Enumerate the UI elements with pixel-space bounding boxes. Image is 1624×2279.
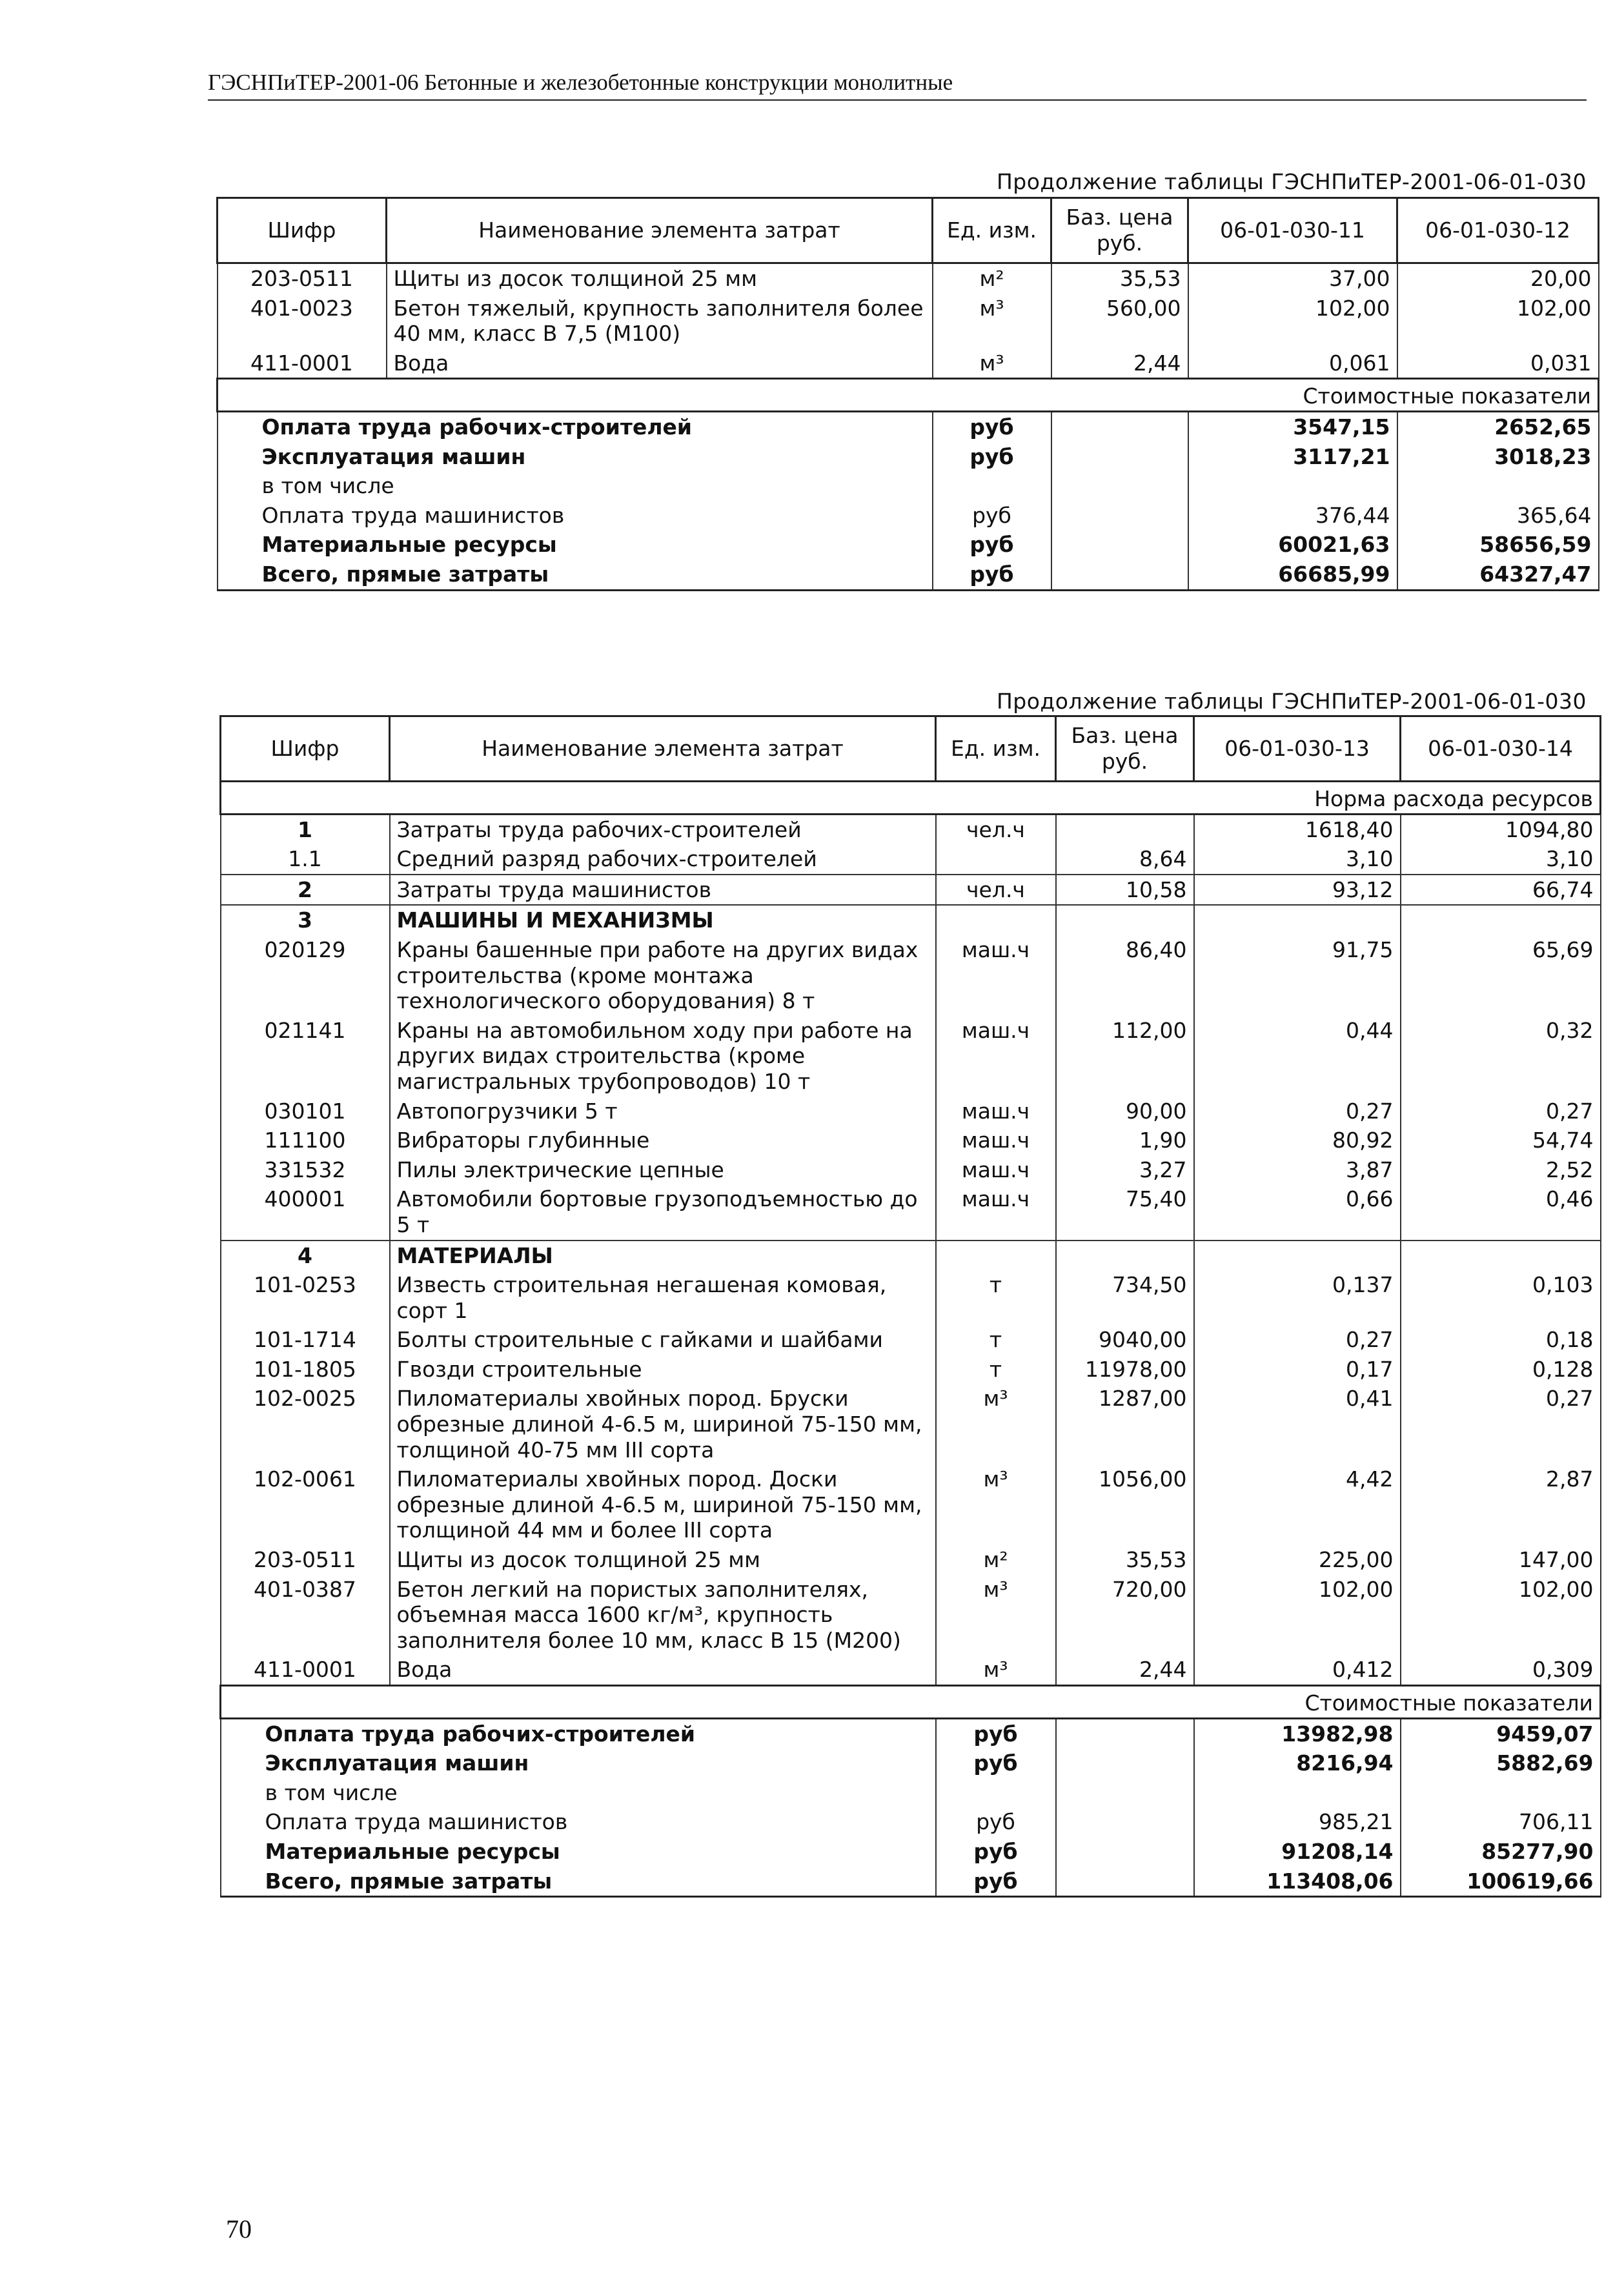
- resource-name: Затраты труда машинистов: [390, 875, 936, 906]
- resource-value-b: 2,52: [1401, 1155, 1601, 1185]
- resource-unit: маш.ч: [936, 1155, 1056, 1185]
- resource-code: 111100: [221, 1126, 390, 1155]
- resource-value-a: 91,75: [1194, 935, 1401, 1016]
- summary-label: Эксплуатация машин: [218, 442, 933, 472]
- resource-price: 8,64: [1056, 844, 1194, 875]
- resource-value-a: 0,061: [1188, 349, 1397, 379]
- resource-code: 203-0511: [218, 263, 387, 294]
- resource-price: 90,00: [1056, 1097, 1194, 1126]
- resource-value-b: 0,18: [1401, 1325, 1601, 1355]
- header-col-b: 06-01-030-14: [1401, 716, 1601, 782]
- resource-unit: м³: [936, 1464, 1056, 1545]
- resource-price: 10,58: [1056, 875, 1194, 906]
- summary-row: [218, 530, 1599, 560]
- summary-row: [221, 1718, 1601, 1748]
- summary-row: [221, 1748, 1601, 1778]
- summary-row: [221, 1778, 1601, 1808]
- cost-band-row: [221, 1686, 1601, 1719]
- resource-code: 101-1805: [221, 1355, 390, 1384]
- summary-value-a: 113408,06: [1194, 1867, 1401, 1897]
- summary-value-b: 2652,65: [1397, 411, 1599, 441]
- resource-value-a: [1194, 1241, 1401, 1271]
- resource-price: 1056,00: [1056, 1464, 1194, 1545]
- summary-price: [1051, 442, 1188, 472]
- table-row: [221, 1155, 1601, 1185]
- summary-value-b: 58656,59: [1397, 530, 1599, 560]
- resource-value-b: 0,46: [1401, 1184, 1601, 1240]
- summary-value-b: 365,64: [1397, 501, 1599, 531]
- summary-label: Оплата труда рабочих-строителей: [221, 1718, 936, 1748]
- resource-value-b: [1401, 905, 1601, 935]
- summary-value-a: 91208,14: [1194, 1837, 1401, 1867]
- resource-code: 401-0023: [218, 294, 387, 349]
- resource-price: 2,44: [1051, 349, 1188, 379]
- resource-code: 411-0001: [218, 349, 387, 379]
- resource-price: 86,40: [1056, 935, 1194, 1016]
- summary-value-a: 3117,21: [1188, 442, 1397, 472]
- resource-code: 411-0001: [221, 1655, 390, 1685]
- summary-row: [221, 1807, 1601, 1837]
- resource-unit: маш.ч: [936, 1184, 1056, 1240]
- resource-code: 030101: [221, 1097, 390, 1126]
- summary-unit: руб: [936, 1837, 1056, 1867]
- resource-value-b: 66,74: [1401, 875, 1601, 906]
- table-row: [221, 1355, 1601, 1384]
- summary-value-a: 8216,94: [1194, 1748, 1401, 1778]
- summary-value-b: 706,11: [1401, 1807, 1601, 1837]
- resource-price: [1056, 905, 1194, 935]
- summary-label: Материальные ресурсы: [218, 530, 933, 560]
- table-row: [221, 1325, 1601, 1355]
- summary-value-a: 376,44: [1188, 501, 1397, 531]
- resource-code: 203-0511: [221, 1545, 390, 1575]
- summary-price: [1056, 1807, 1194, 1837]
- resource-unit: маш.ч: [936, 1126, 1056, 1155]
- summary-unit: руб: [936, 1718, 1056, 1748]
- table-row: [221, 1184, 1601, 1240]
- resource-price: 2,44: [1056, 1655, 1194, 1685]
- summary-label: Всего, прямые затраты: [218, 560, 933, 590]
- resource-value-a: 37,00: [1188, 263, 1397, 294]
- summary-unit: руб: [936, 1748, 1056, 1778]
- table2-body: [221, 782, 1601, 1897]
- summary-value-a: 13982,98: [1194, 1718, 1401, 1748]
- resource-value-a: 102,00: [1194, 1575, 1401, 1656]
- table2-caption: Продолжение таблицы ГЭСНПиТЕР-2001-06-01-030: [996, 689, 1587, 714]
- summary-row: [218, 411, 1599, 441]
- resource-value-a: 0,412: [1194, 1655, 1401, 1685]
- header-code: Шифр: [218, 198, 387, 263]
- resource-value-a: 0,137: [1194, 1270, 1401, 1325]
- summary-price: [1051, 411, 1188, 441]
- summary-price: [1056, 1718, 1194, 1748]
- resource-price: 11978,00: [1056, 1355, 1194, 1384]
- resource-value-b: 0,27: [1401, 1097, 1601, 1126]
- resource-unit: м²: [933, 263, 1051, 294]
- summary-unit: [936, 1778, 1056, 1808]
- resource-name: Средний разряд рабочих-строителей: [390, 844, 936, 875]
- table-row: [221, 1384, 1601, 1464]
- summary-price: [1051, 471, 1188, 501]
- summary-label: Оплата труда рабочих-строителей: [218, 411, 933, 441]
- table2-header-row: [221, 716, 1601, 782]
- summary-unit: руб: [936, 1867, 1056, 1897]
- resource-name: Краны башенные при работе на других видах строительства (кроме монтажа технологического оборудования) 8 т: [390, 935, 936, 1016]
- resource-unit: [936, 844, 1056, 875]
- summary-unit: руб: [936, 1807, 1056, 1837]
- resource-unit: м³: [936, 1575, 1056, 1656]
- resource-table-1: [216, 197, 1599, 591]
- resource-unit: чел.ч: [936, 875, 1056, 906]
- header-col-a: 06-01-030-13: [1194, 716, 1401, 782]
- resource-name: Автомобили бортовые грузоподъемностью до 5 т: [390, 1184, 936, 1240]
- summary-label: Оплата труда машинистов: [218, 501, 933, 531]
- summary-label: Всего, прямые затраты: [221, 1867, 936, 1897]
- resource-code: 3: [221, 905, 390, 935]
- resource-value-b: 54,74: [1401, 1126, 1601, 1155]
- resource-code: 102-0025: [221, 1384, 390, 1464]
- summary-value-a: 66685,99: [1188, 560, 1397, 590]
- page-header: ГЭСНПиТЕР-2001-06 Бетонные и железобетонные конструкции монолитные: [208, 70, 1587, 101]
- resource-value-b: 3,10: [1401, 844, 1601, 875]
- summary-value-b: 5882,69: [1401, 1748, 1601, 1778]
- summary-row: [218, 501, 1599, 531]
- resource-value-b: 1094,80: [1401, 814, 1601, 844]
- header-name: Наименование элемента затрат: [390, 716, 936, 782]
- resource-value-b: 20,00: [1397, 263, 1599, 294]
- resource-price: [1056, 814, 1194, 844]
- summary-value-b: 64327,47: [1397, 560, 1599, 590]
- table1-caption: Продолжение таблицы ГЭСНПиТЕР-2001-06-01-030: [996, 169, 1587, 194]
- resource-unit: т: [936, 1355, 1056, 1384]
- resource-name: Затраты труда рабочих-строителей: [390, 814, 936, 844]
- resource-price: 1287,00: [1056, 1384, 1194, 1464]
- resource-unit: [936, 1241, 1056, 1271]
- summary-label: Материальные ресурсы: [221, 1837, 936, 1867]
- resource-name: Известь строительная негашеная комовая, сорт 1: [390, 1270, 936, 1325]
- norm-band-row: [221, 782, 1601, 815]
- summary-unit: руб: [933, 442, 1051, 472]
- summary-label: в том числе: [218, 471, 933, 501]
- summary-price: [1051, 530, 1188, 560]
- resource-code: 020129: [221, 935, 390, 1016]
- summary-unit: руб: [933, 560, 1051, 590]
- resource-value-a: 0,27: [1194, 1097, 1401, 1126]
- header-unit: Ед. изм.: [933, 198, 1051, 263]
- resource-name: Гвозди строительные: [390, 1355, 936, 1384]
- table-row: [221, 1241, 1601, 1271]
- resource-name: Вода: [390, 1655, 936, 1685]
- table1-body: [218, 263, 1599, 591]
- resource-name: Болты строительные с гайками и шайбами: [390, 1325, 936, 1355]
- resource-value-b: 0,32: [1401, 1016, 1601, 1097]
- norm-band-label: Норма расхода ресурсов: [221, 782, 1601, 815]
- header-unit: Ед. изм.: [936, 716, 1056, 782]
- resource-value-a: 225,00: [1194, 1545, 1401, 1575]
- table-row: [221, 1545, 1601, 1575]
- resource-code: 4: [221, 1241, 390, 1271]
- summary-unit: [933, 471, 1051, 501]
- resource-value-b: 0,27: [1401, 1384, 1601, 1464]
- resource-value-a: 102,00: [1188, 294, 1397, 349]
- summary-unit: руб: [933, 530, 1051, 560]
- resource-value-b: [1401, 1241, 1601, 1271]
- summary-unit: руб: [933, 501, 1051, 531]
- summary-value-b: 85277,90: [1401, 1837, 1601, 1867]
- summary-price: [1051, 501, 1188, 531]
- summary-label: Оплата труда машинистов: [221, 1807, 936, 1837]
- resource-name: Краны на автомобильном ходу при работе на других видах строительства (кроме магистральных трубопроводов) 10 т: [390, 1016, 936, 1097]
- resource-value-b: 65,69: [1401, 935, 1601, 1016]
- resource-value-b: 102,00: [1397, 294, 1599, 349]
- header-price: Баз. цена руб.: [1051, 198, 1188, 263]
- summary-value-a: 60021,63: [1188, 530, 1397, 560]
- resource-price: 35,53: [1056, 1545, 1194, 1575]
- resource-code: 331532: [221, 1155, 390, 1185]
- header-name: Наименование элемента затрат: [387, 198, 933, 263]
- summary-value-b: [1397, 471, 1599, 501]
- resource-code: 102-0061: [221, 1464, 390, 1545]
- resource-table-2: [219, 715, 1601, 1898]
- table-row: [221, 814, 1601, 844]
- resource-value-b: 0,128: [1401, 1355, 1601, 1384]
- resource-value-a: 1618,40: [1194, 814, 1401, 844]
- summary-value-a: [1194, 1778, 1401, 1808]
- summary-value-b: 100619,66: [1401, 1867, 1601, 1897]
- resource-name: Автопогрузчики 5 т: [390, 1097, 936, 1126]
- resource-code: 1: [221, 814, 390, 844]
- summary-value-a: 3547,15: [1188, 411, 1397, 441]
- summary-row: [221, 1867, 1601, 1897]
- cost-band-label: Стоимостные показатели: [221, 1686, 1601, 1719]
- resource-name: Бетон тяжелый, крупность заполнителя более 40 мм, класс В 7,5 (М100): [387, 294, 933, 349]
- resource-price: 9040,00: [1056, 1325, 1194, 1355]
- resource-price: 3,27: [1056, 1155, 1194, 1185]
- table-row: [218, 349, 1599, 379]
- table-row: [221, 875, 1601, 906]
- resource-value-a: 93,12: [1194, 875, 1401, 906]
- table-row: [221, 1097, 1601, 1126]
- resource-name: Бетон легкий на пористых заполнителях, объемная масса 1600 кг/м³, крупность заполнителя более 10 мм, класс В 15 (М200): [390, 1575, 936, 1656]
- resource-name: Пиломатериалы хвойных пород. Доски обрезные длиной 4-6.5 м, шириной 75-150 мм, толщиной 44 мм и более III сорта: [390, 1464, 936, 1545]
- resource-unit: м³: [936, 1384, 1056, 1464]
- resource-unit: м³: [933, 349, 1051, 379]
- header-col-a: 06-01-030-11: [1188, 198, 1397, 263]
- summary-label: Эксплуатация машин: [221, 1748, 936, 1778]
- summary-label: в том числе: [221, 1778, 936, 1808]
- table1-header-row: [218, 198, 1599, 263]
- resource-price: 75,40: [1056, 1184, 1194, 1240]
- summary-value-b: 3018,23: [1397, 442, 1599, 472]
- summary-value-b: 9459,07: [1401, 1718, 1601, 1748]
- summary-row: [218, 471, 1599, 501]
- resource-value-b: 147,00: [1401, 1545, 1601, 1575]
- resource-value-a: 0,17: [1194, 1355, 1401, 1384]
- resource-unit: маш.ч: [936, 1016, 1056, 1097]
- summary-value-b: [1401, 1778, 1601, 1808]
- resource-value-b: 0,031: [1397, 349, 1599, 379]
- page-number: 70: [226, 2214, 252, 2244]
- resource-unit: маш.ч: [936, 935, 1056, 1016]
- resource-unit: чел.ч: [936, 814, 1056, 844]
- resource-value-b: 0,103: [1401, 1270, 1601, 1325]
- resource-value-a: 0,44: [1194, 1016, 1401, 1097]
- summary-row: [221, 1837, 1601, 1867]
- resource-name: Пилы электрические цепные: [390, 1155, 936, 1185]
- resource-value-a: 0,41: [1194, 1384, 1401, 1464]
- resource-name: Вода: [387, 349, 933, 379]
- resource-name: МАТЕРИАЛЫ: [390, 1241, 936, 1271]
- resource-value-a: 4,42: [1194, 1464, 1401, 1545]
- resource-name: Щиты из досок толщиной 25 мм: [390, 1545, 936, 1575]
- table-row: [221, 935, 1601, 1016]
- resource-value-a: 0,27: [1194, 1325, 1401, 1355]
- resource-price: 1,90: [1056, 1126, 1194, 1155]
- resource-unit: т: [936, 1270, 1056, 1325]
- resource-name: Щиты из досок толщиной 25 мм: [387, 263, 933, 294]
- summary-value-a: 985,21: [1194, 1807, 1401, 1837]
- resource-value-a: 80,92: [1194, 1126, 1401, 1155]
- resource-value-b: 102,00: [1401, 1575, 1601, 1656]
- cost-band-row: [218, 379, 1599, 412]
- header-price: Баз. цена руб.: [1056, 716, 1194, 782]
- resource-value-a: 0,66: [1194, 1184, 1401, 1240]
- resource-unit: т: [936, 1325, 1056, 1355]
- table-row: [221, 905, 1601, 935]
- resource-code: 400001: [221, 1184, 390, 1240]
- resource-value-a: [1194, 905, 1401, 935]
- resource-name: МАШИНЫ И МЕХАНИЗМЫ: [390, 905, 936, 935]
- summary-price: [1056, 1748, 1194, 1778]
- table-row: [221, 1270, 1601, 1325]
- resource-price: 720,00: [1056, 1575, 1194, 1656]
- table-row: [221, 1655, 1601, 1685]
- resource-price: [1056, 1241, 1194, 1271]
- summary-value-a: [1188, 471, 1397, 501]
- table-row: [221, 1464, 1601, 1545]
- summary-row: [218, 560, 1599, 590]
- table-row: [221, 1575, 1601, 1656]
- resource-code: 101-0253: [221, 1270, 390, 1325]
- resource-name: Пиломатериалы хвойных пород. Бруски обрезные длиной 4-6.5 м, шириной 75-150 мм, толщиной 40-75 мм III сорта: [390, 1384, 936, 1464]
- resource-price: 560,00: [1051, 294, 1188, 349]
- resource-price: 734,50: [1056, 1270, 1194, 1325]
- resource-unit: маш.ч: [936, 1097, 1056, 1126]
- table-row: [221, 844, 1601, 875]
- resource-price: 35,53: [1051, 263, 1188, 294]
- summary-price: [1051, 560, 1188, 590]
- resource-value-b: 0,309: [1401, 1655, 1601, 1685]
- summary-price: [1056, 1837, 1194, 1867]
- resource-code: 1.1: [221, 844, 390, 875]
- resource-price: 112,00: [1056, 1016, 1194, 1097]
- resource-unit: [936, 905, 1056, 935]
- resource-value-b: 2,87: [1401, 1464, 1601, 1545]
- resource-code: 401-0387: [221, 1575, 390, 1656]
- resource-name: Вибраторы глубинные: [390, 1126, 936, 1155]
- table-row: [218, 294, 1599, 349]
- header-col-b: 06-01-030-12: [1397, 198, 1599, 263]
- resource-code: 101-1714: [221, 1325, 390, 1355]
- resource-code: 2: [221, 875, 390, 906]
- resource-unit: м²: [936, 1545, 1056, 1575]
- summary-price: [1056, 1778, 1194, 1808]
- summary-row: [218, 442, 1599, 472]
- summary-price: [1056, 1867, 1194, 1897]
- header-code: Шифр: [221, 716, 390, 782]
- table-row: [221, 1126, 1601, 1155]
- cost-band-label: Стоимостные показатели: [218, 379, 1599, 412]
- resource-value-a: 3,10: [1194, 844, 1401, 875]
- resource-code: 021141: [221, 1016, 390, 1097]
- resource-value-a: 3,87: [1194, 1155, 1401, 1185]
- resource-unit: м³: [933, 294, 1051, 349]
- table-row: [221, 1016, 1601, 1097]
- resource-unit: м³: [936, 1655, 1056, 1685]
- table-row: [218, 263, 1599, 294]
- summary-unit: руб: [933, 411, 1051, 441]
